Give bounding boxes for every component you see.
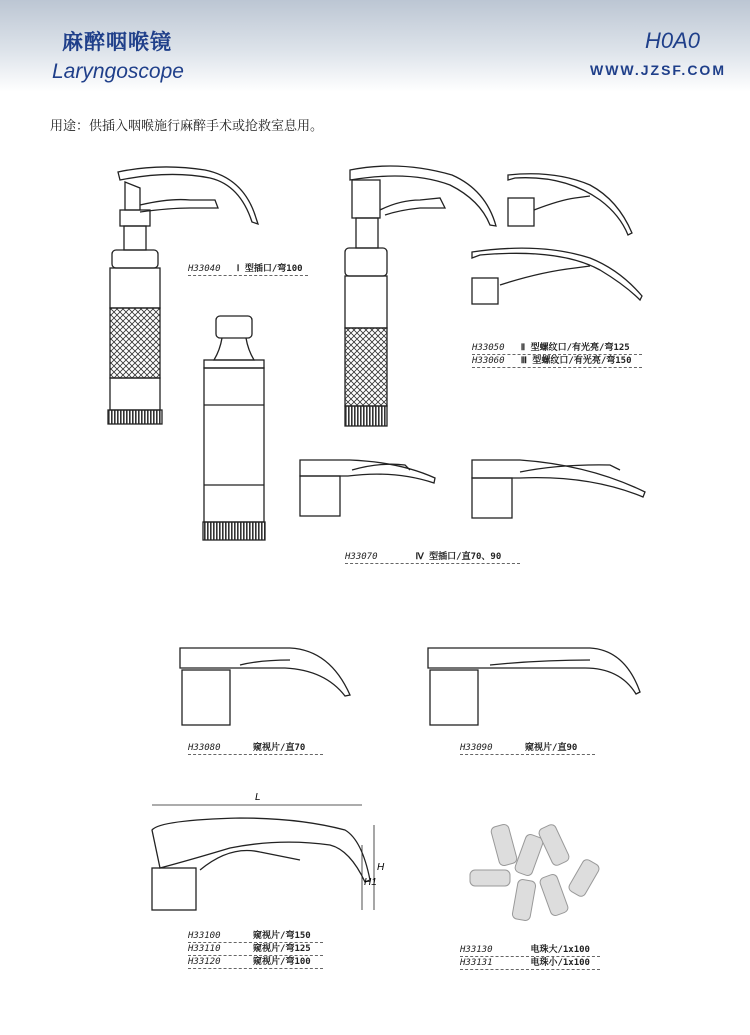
caption-h33040: H33040 Ⅰ 型插口/弯100 [188,261,308,276]
dimension-height1: H1 [364,877,377,888]
curved-blade-icon [152,805,374,910]
caption-h33131: H33131 电珠小/1x100 [460,955,600,970]
dimension-length: L [255,792,261,803]
curved-blade-icon [508,174,632,235]
caption-h33080: H33080 窥视片/直70 [188,740,323,755]
website-link[interactable]: WWW.JZSF.COM [590,62,726,78]
title-chinese: 麻醉咽喉镜 [62,30,172,54]
bulb-cluster-icon [470,823,601,921]
caption-h33090: H33090 窥视片/直90 [460,740,595,755]
straight-blade-icon [300,460,435,516]
caption-h33110: H33110 窥视片/弯125 [188,941,323,956]
caption-h33120: H33120 窥视片/弯100 [188,954,323,969]
title-english: Laryngoscope [52,60,184,83]
caption-h33050: H33050 Ⅱ 型螺纹口/有光亮/弯125 [472,340,642,355]
caption-h33130: H33130 电珠大/1x100 [460,942,600,957]
curved-blade-icon [472,248,642,304]
laryngoscope-curved-small-icon [108,167,258,424]
laryngoscope-handle-icon [203,316,265,540]
dimension-height: H [377,862,385,873]
straight-blade-icon [428,648,640,725]
caption-h33060: H33060 Ⅲ 型螺纹口/有光亮/弯150 [472,353,642,368]
straight-blade-icon [180,648,350,725]
caption-h33070: H33070 Ⅳ 型插口/直70、90 [345,549,520,564]
straight-blade-icon [472,460,645,518]
catalog-code: H0A0 [644,28,700,53]
caption-h33100: H33100 窥视片/弯150 [188,928,323,943]
laryngoscope-curved-large-icon [345,166,496,426]
usage-text: 用途：供插入咽喉施行麻醉手术或抢救室息用。 [50,119,324,134]
